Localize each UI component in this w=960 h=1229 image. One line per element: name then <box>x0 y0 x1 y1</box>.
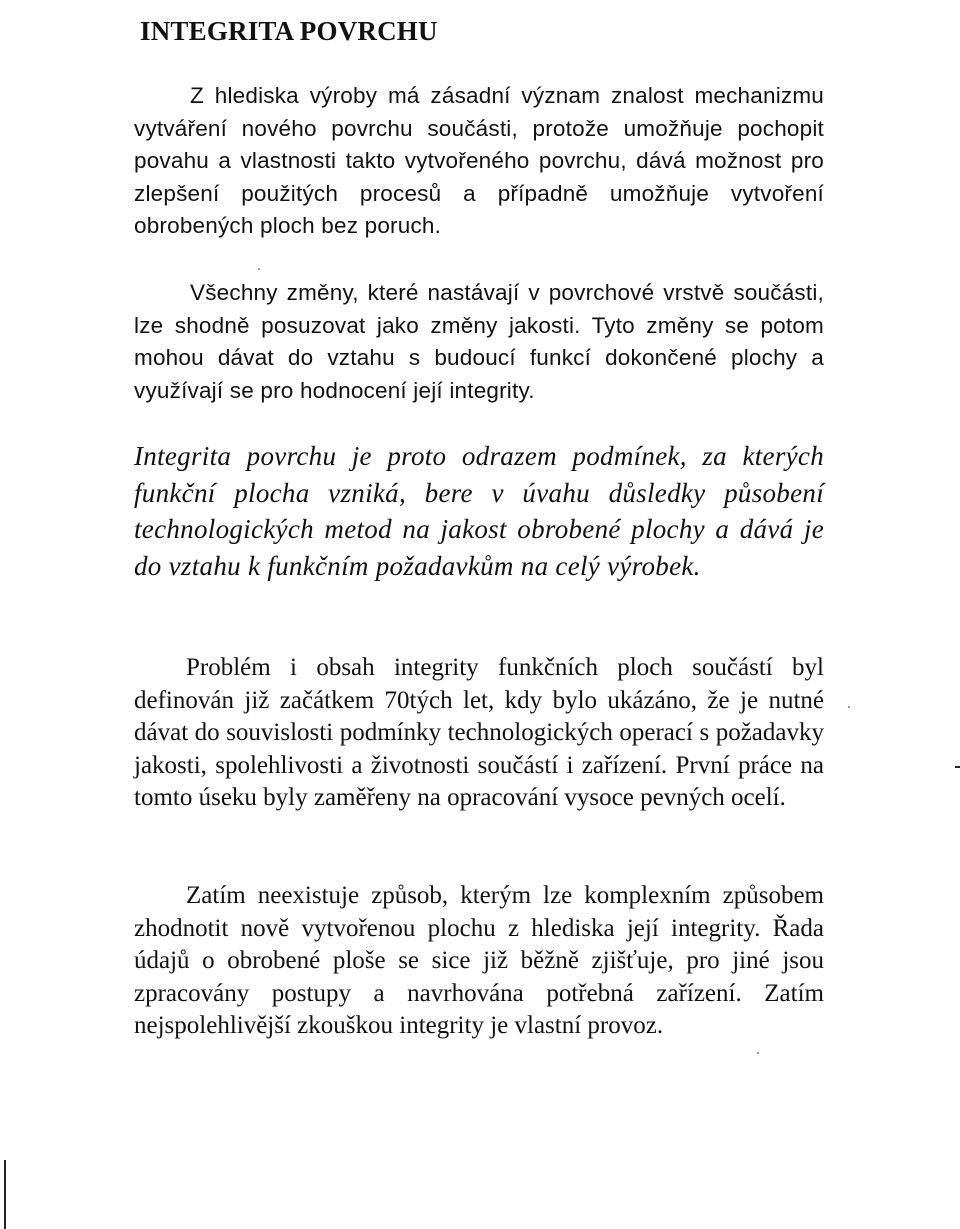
paragraph-2: Všechny změny, které nastávají v povrchové vrstvě součásti, lze shodně posuzovat jako změny jakosti. Tyto změny se potom mohou dávat do vztahu s budoucí funkcí dokončené plochy a využívají se pro hodnocení její integrity. <box>134 280 824 403</box>
paragraph-3-emphasis: Integrita povrchu je proto odrazem podmínek, za kterých funkční plocha vzniká, bere v úvahu důsledky působení technologických metod na jakost obrobené plochy a dává je do vztahu k funkčním požadavkům na celý výrobek. <box>134 441 824 581</box>
scan-speck <box>848 706 850 708</box>
paragraph-5: Zatím neexistuje způsob, kterým lze komplexním způsobem zhodnotit nově vytvořenou plochu z hlediska její integrity. Řada údajů o obrobené ploše se sice již běžně zjišťuje, pro jiné jsou zpracovány postupy a navrhována potřebná zařízení. Zatím nejspolehlivější zkouškou integrity je vlastní provoz. <box>134 882 824 1039</box>
scan-edge-mark <box>4 1160 6 1229</box>
scan-speck <box>258 268 260 270</box>
paragraph-1: Z hlediska výroby má zásadní význam znalost mechanizmu vytváření nového povrchu součásti, protože umožňuje pochopit povahu a vlastnosti takto vytvořeného povrchu, dává možnost pro zlepšení použitých procesů a případně umožňuje vytvoření obrobených ploch bez poruch. <box>134 83 824 238</box>
scan-speck <box>757 1052 759 1054</box>
paragraph-4: Problém i obsah integrity funkčních ploch součástí byl definován již začátkem 70tých let, kdy bylo ukázáno, že je nutné dávat do souvislosti podmínky technologických operací s požadavky jakosti, spolehlivosti a životnosti součástí i zařízení. První práce na tomto úseku byly zaměřeny na opracování vysoce pevných ocelí. <box>134 654 824 811</box>
document-title: INTEGRITA POVRCHU <box>140 16 438 46</box>
scan-margin-dash <box>955 766 960 768</box>
